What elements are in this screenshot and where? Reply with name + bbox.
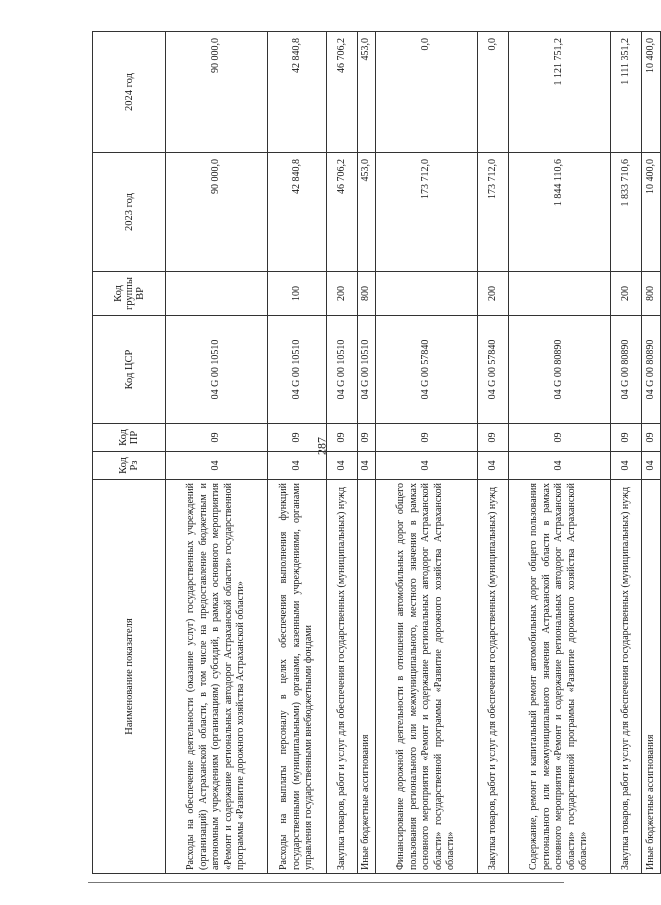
row-pr: 09 bbox=[327, 424, 358, 452]
row-2024: 1 121 751,2 bbox=[509, 32, 611, 153]
row-csr: 04 G 00 57840 bbox=[376, 316, 478, 424]
table-row bbox=[166, 32, 268, 874]
row-name: Закупка товаров, работ и услуг для обеспечения государственных (муниципальных) нужд bbox=[611, 480, 642, 874]
row-csr: 04 G 00 57840 bbox=[478, 316, 509, 424]
header-rz: Код Рз bbox=[93, 452, 166, 480]
table-row bbox=[478, 32, 509, 874]
row-pr: 09 bbox=[268, 424, 327, 452]
table-row bbox=[327, 32, 358, 874]
row-2024: 0,0 bbox=[376, 32, 478, 153]
header-name: Наименование показателя bbox=[93, 480, 166, 874]
row-rz: 04 bbox=[166, 452, 268, 480]
row-name: Финансирование дорожной деятельности в отношении автомобильных дорог общего пользования регионального или межмуниципального, местного значения в рамках основного мероприятия «Ремонт и содержание региональных автодорог Астраханской области» государственной программы «Развитие дорожного хозяйства Астраханской области» bbox=[376, 480, 478, 874]
row-name: Иные бюджетные ассигнования bbox=[642, 480, 661, 874]
table-row bbox=[358, 32, 376, 874]
row-vr: 200 bbox=[611, 272, 642, 316]
row-pr: 09 bbox=[642, 424, 661, 452]
row-rz: 04 bbox=[478, 452, 509, 480]
header-pr: Код ПР bbox=[93, 424, 166, 452]
row-name: Расходы на выплаты персоналу в целях обеспечения выполнения функций государственными (муниципальными) органами, казенными учреждениями, органами управления государственными внебюджетными фондами bbox=[268, 480, 327, 874]
row-csr: 04 G 00 10510 bbox=[327, 316, 358, 424]
page-bottom-rule bbox=[88, 882, 564, 883]
row-vr bbox=[166, 272, 268, 316]
row-2023: 10 400,0 bbox=[642, 153, 661, 272]
row-2023: 173 712,0 bbox=[478, 153, 509, 272]
table-header-row bbox=[93, 32, 166, 874]
row-csr: 04 G 00 80890 bbox=[611, 316, 642, 424]
row-name: Иные бюджетные ассигнования bbox=[358, 480, 376, 874]
header-2023: 2023 год bbox=[93, 153, 166, 272]
row-rz: 04 bbox=[376, 452, 478, 480]
row-name: Содержание, ремонт и капитальный ремонт автомобильных дорог общего пользования регионального или межмуниципального значения Астраханской области в рамках основного мероприятия «Ремонт и содержание региональных автодорог Астраханской области» государственной программы «Развитие дорожного хозяйства Астраханской области» bbox=[509, 480, 611, 874]
row-2024: 0,0 bbox=[478, 32, 509, 153]
table-row bbox=[611, 32, 642, 874]
page-number-text: 287 bbox=[314, 437, 329, 455]
row-2023: 173 712,0 bbox=[376, 153, 478, 272]
budget-table bbox=[92, 31, 661, 874]
header-csr: Код ЦСР bbox=[93, 316, 166, 424]
row-rz: 04 bbox=[611, 452, 642, 480]
row-csr: 04 G 00 10510 bbox=[268, 316, 327, 424]
row-csr: 04 G 00 80890 bbox=[509, 316, 611, 424]
row-vr bbox=[376, 272, 478, 316]
row-2023: 453,0 bbox=[358, 153, 376, 272]
row-pr: 09 bbox=[611, 424, 642, 452]
row-vr: 200 bbox=[327, 272, 358, 316]
row-2024: 453,0 bbox=[358, 32, 376, 153]
row-2024: 1 111 351,2 bbox=[611, 32, 642, 153]
row-rz: 04 bbox=[327, 452, 358, 480]
row-name: Закупка товаров, работ и услуг для обеспечения государственных (муниципальных) нужд bbox=[327, 480, 358, 874]
row-2023: 90 000,0 bbox=[166, 153, 268, 272]
row-csr: 04 G 00 10510 bbox=[166, 316, 268, 424]
row-pr: 09 bbox=[358, 424, 376, 452]
row-2023: 46 706,2 bbox=[327, 153, 358, 272]
table-row bbox=[376, 32, 478, 874]
table-row bbox=[268, 32, 327, 874]
row-2024: 90 000,0 bbox=[166, 32, 268, 153]
row-2023: 1 844 110,6 bbox=[509, 153, 611, 272]
row-vr: 100 bbox=[268, 272, 327, 316]
row-pr: 09 bbox=[478, 424, 509, 452]
row-vr bbox=[509, 272, 611, 316]
row-csr: 04 G 00 80890 bbox=[642, 316, 661, 424]
budget-table-rotated-container bbox=[92, 32, 656, 874]
row-2024: 42 840,8 bbox=[268, 32, 327, 153]
row-rz: 04 bbox=[358, 452, 376, 480]
row-pr: 09 bbox=[376, 424, 478, 452]
row-vr: 200 bbox=[478, 272, 509, 316]
row-2024: 10 400,0 bbox=[642, 32, 661, 153]
row-2024: 46 706,2 bbox=[327, 32, 358, 153]
table-row bbox=[642, 32, 661, 874]
row-pr: 09 bbox=[509, 424, 611, 452]
row-name: Расходы на обеспечение деятельности (оказание услуг) государственных учреждений (организаций) Астраханской области, в том числе на предоставление бюджетным и автономным учреждениям (организациям) субсидий, в рамках основного мероприятия «Ремонт и содержание региональных автодорог Астраханской области» государственной программы «Развитие дорожного хозяйства Астраханской области» bbox=[166, 480, 268, 874]
row-pr: 09 bbox=[166, 424, 268, 452]
row-csr: 04 G 00 10510 bbox=[358, 316, 376, 424]
budget-table-frame bbox=[92, 32, 656, 874]
row-rz: 04 bbox=[509, 452, 611, 480]
row-rz: 04 bbox=[642, 452, 661, 480]
row-2023: 42 840,8 bbox=[268, 153, 327, 272]
row-vr: 800 bbox=[642, 272, 661, 316]
row-vr: 800 bbox=[358, 272, 376, 316]
header-2024: 2024 год bbox=[93, 32, 166, 153]
table-row bbox=[509, 32, 611, 874]
header-vr: Код группы ВР bbox=[93, 272, 166, 316]
row-rz: 04 bbox=[268, 452, 327, 480]
row-name: Закупка товаров, работ и услуг для обеспечения государственных (муниципальных) нужд bbox=[478, 480, 509, 874]
row-2023: 1 833 710,6 bbox=[611, 153, 642, 272]
